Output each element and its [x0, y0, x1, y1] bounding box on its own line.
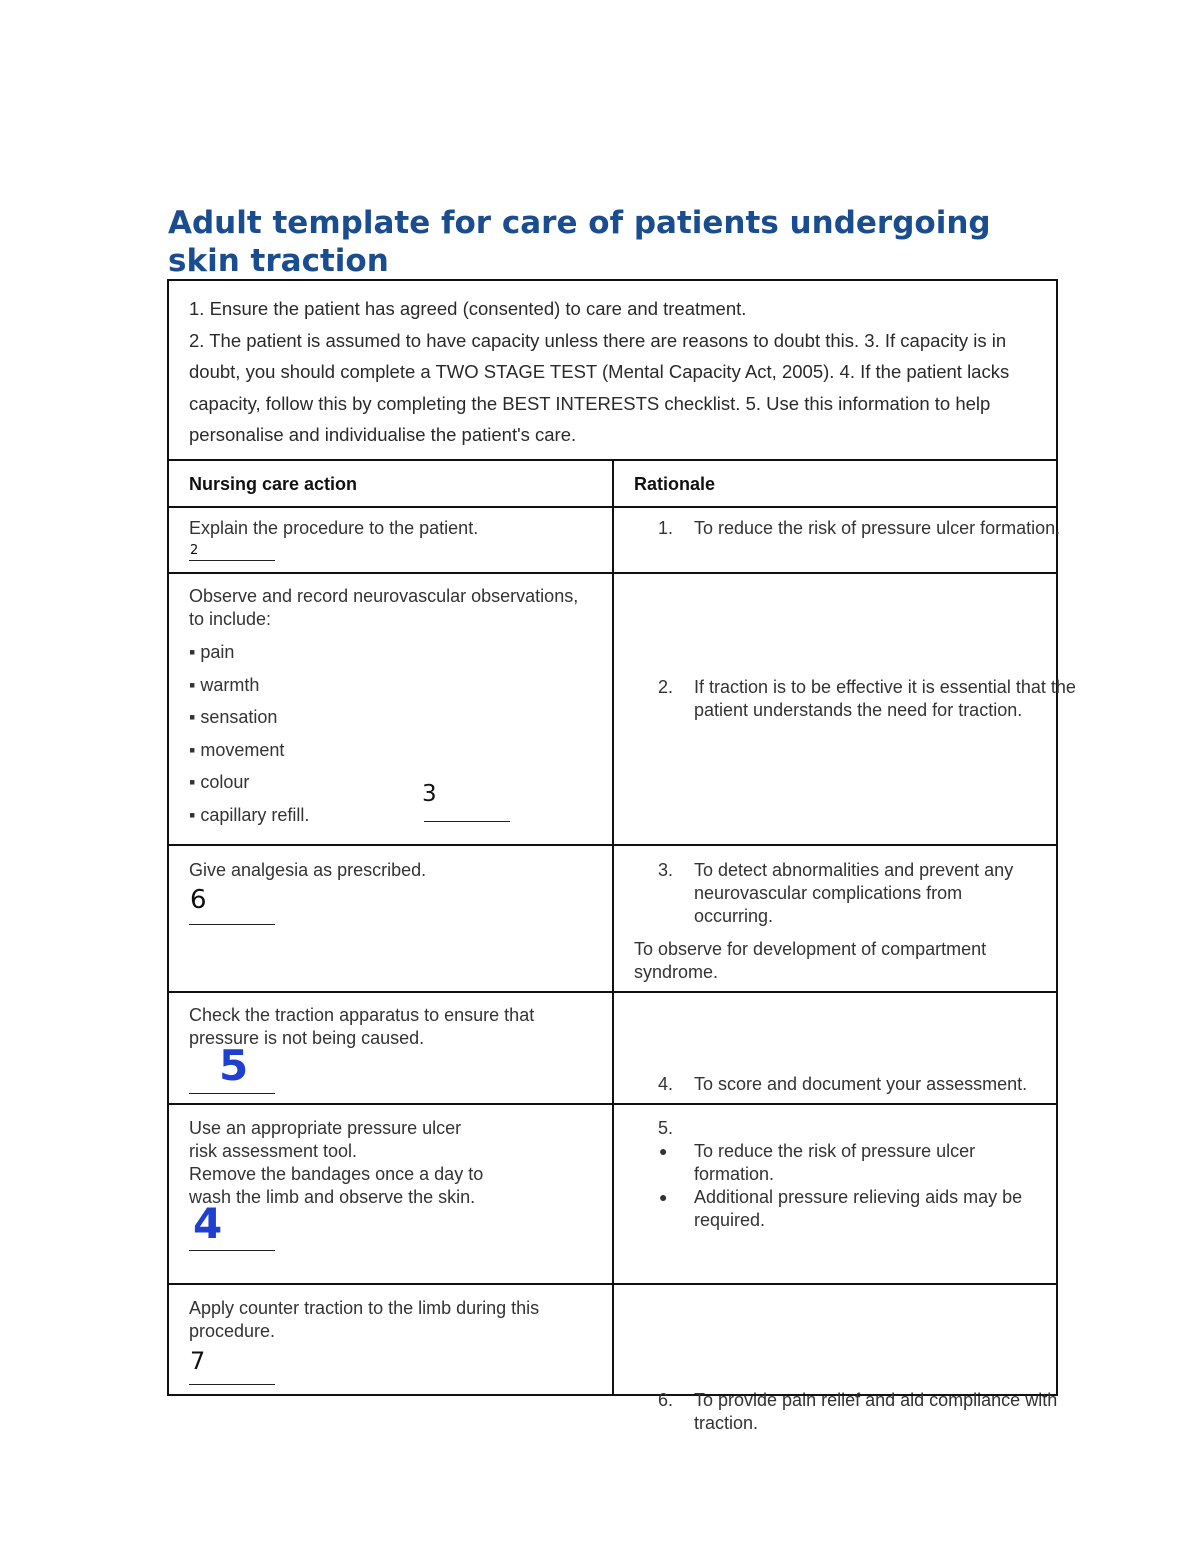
action-text: Check the traction apparatus to ensure that pressure is not being caused.	[189, 1005, 535, 1048]
rationale-cell	[634, 1117, 1044, 1232]
row-divider	[169, 506, 1056, 508]
rationale-item	[634, 859, 1044, 928]
header-rationale: Rationale	[634, 474, 716, 494]
rationale-item	[634, 1389, 1104, 1435]
rationale-bullet	[634, 1186, 1044, 1232]
list-item: ▪ colour	[189, 772, 250, 792]
rationale-text: If traction is to be effective it is essential that the patient understands the need for traction.	[694, 677, 1076, 720]
rationale-text: Additional pressure relieving aids may be required.	[694, 1187, 1023, 1230]
action-cell	[189, 585, 589, 831]
rationale-number: 4.	[658, 1074, 674, 1094]
list-item: ▪ pain	[189, 642, 235, 662]
action-cell	[189, 1117, 589, 1209]
action-line: Remove the bandages once a day to	[189, 1164, 484, 1184]
bullet-icon: ●	[659, 1189, 668, 1205]
action-text: Explain the procedure to the patient.	[189, 518, 479, 538]
rationale-number: 3.	[658, 860, 674, 880]
rationale-extra: To observe for development of compartment syndrome.	[634, 939, 987, 982]
column-divider	[612, 461, 614, 1394]
rationale-text: To reduce the risk of pressure ulcer formation.	[694, 518, 1061, 538]
rationale-number: 2.	[658, 677, 674, 697]
rationale-cell	[634, 859, 1044, 984]
rationale-bullet	[634, 1140, 1044, 1186]
answer-blank	[189, 924, 275, 925]
intro-line-2: 2. The patient is assumed to have capacity unless there are reasons to doubt this. 3. If capacity is in doubt, you should complete a TWO STAGE TEST (Mental Capacity Act, 2005). 4. If the patient lacks capacity, follow this by completing the BEST INTERESTS checklist. 5. Use this information to help personalise and individualise the patient's care.	[189, 329, 1010, 445]
answer-blank	[189, 1384, 275, 1385]
rationale-number: 6.	[658, 1390, 674, 1410]
rationale-item	[634, 1073, 1104, 1096]
intro-line-1: 1. Ensure the patient has agreed (consented) to care and treatment.	[189, 298, 747, 319]
rationale-text: To provide pain relief and aid compliance with traction.	[694, 1390, 1058, 1433]
list-item: ▪ warmth	[189, 674, 260, 695]
action-line: risk assessment tool.	[189, 1141, 358, 1161]
row-divider	[169, 1283, 1056, 1285]
answer-value: 4	[193, 1199, 223, 1248]
row-divider	[169, 991, 1056, 993]
title-line-2: skin traction	[168, 243, 389, 279]
rationale-number: 5.	[658, 1118, 674, 1138]
list-item: ▪ movement	[189, 739, 285, 760]
answer-blank	[189, 560, 275, 561]
answer-value: 5	[219, 1041, 249, 1090]
rationale-text: To reduce the risk of pressure ulcer formation.	[694, 1141, 976, 1184]
answer-blank	[424, 821, 510, 822]
action-line: Use an appropriate pressure ulcer	[189, 1118, 462, 1138]
rationale-item	[634, 517, 1104, 540]
answer-value: 6	[190, 885, 207, 915]
list-item: ▪ sensation	[189, 707, 278, 727]
answer-value: 7	[190, 1347, 206, 1375]
answer-value: 2	[190, 543, 199, 558]
list-item: ▪ capillary refill.	[189, 804, 310, 825]
answer-blank	[189, 1093, 275, 1094]
action-line: wash the limb and observe the skin.	[189, 1187, 476, 1207]
answer-value: 3	[422, 781, 437, 807]
intro-box	[169, 281, 1056, 461]
page-title	[168, 204, 1068, 280]
title-line-1: Adult template for care of patients undergoing	[168, 205, 991, 241]
row-divider	[169, 572, 1056, 574]
care-table	[167, 279, 1076, 1433]
row-divider	[169, 1103, 1056, 1105]
action-text: Give analgesia as prescribed.	[189, 860, 427, 880]
rationale-text: To score and document your assessment.	[694, 1074, 1028, 1094]
header-action: Nursing care action	[189, 474, 358, 494]
rationale-item	[634, 676, 1104, 722]
answer-blank	[189, 1250, 275, 1251]
action-text: Observe and record neurovascular observations, to include:	[189, 586, 579, 629]
rationale-number: 1.	[658, 518, 674, 538]
rationale-text: To detect abnormalities and prevent any neurovascular complications from occurring.	[694, 860, 1014, 926]
action-text: Apply counter traction to the limb during this procedure.	[189, 1298, 540, 1341]
row-divider	[169, 844, 1056, 846]
observation-list	[189, 636, 589, 831]
bullet-icon: ●	[659, 1143, 668, 1159]
